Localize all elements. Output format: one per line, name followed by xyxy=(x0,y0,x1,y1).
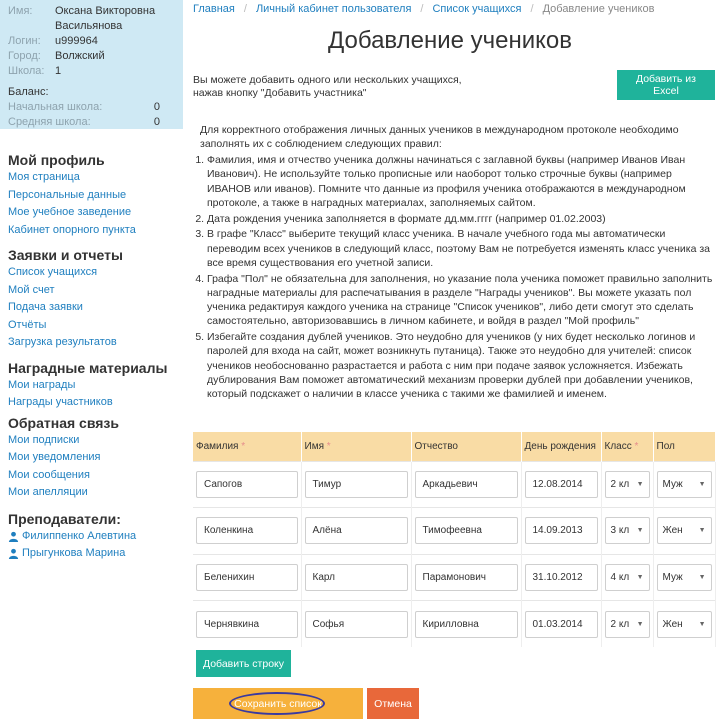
column-header-label: Пол xyxy=(656,440,675,452)
cancel-button[interactable]: Отмена xyxy=(367,688,419,719)
gender-select-value: Муж xyxy=(662,478,683,490)
sidebar-heading-feedback: Обратная связь xyxy=(8,414,119,431)
profile-login-value: u999964 xyxy=(55,35,98,47)
caret-down-icon: ▼ xyxy=(698,480,706,488)
caret-down-icon: ▼ xyxy=(698,620,706,628)
sidebar-heading-profile: Мой профиль xyxy=(8,152,105,168)
balance-title: Баланс: xyxy=(8,86,49,98)
gender-select-value: Жен xyxy=(662,618,683,630)
class-select-value: 2 кл xyxy=(610,478,630,490)
page-title: Добавление учеников xyxy=(328,27,573,54)
caret-down-icon: ▼ xyxy=(636,573,644,581)
profile-name-label: Имя: xyxy=(8,5,33,17)
sidebar-section-feedback xyxy=(0,414,183,502)
sidebar-item-appeals[interactable]: Мои апелляции xyxy=(8,486,88,498)
save-list-button[interactable]: Сохранить список xyxy=(193,688,363,719)
breadcrumb-cabinet[interactable]: Личный кабинет пользователя xyxy=(255,3,412,15)
sidebar-heading-awards: Наградные материалы xyxy=(8,359,168,376)
surname-input[interactable]: Сапогов xyxy=(196,471,298,498)
sidebar-item-my-school[interactable]: Мое учебное заведение xyxy=(8,206,132,218)
column-header-label: Имя xyxy=(304,440,324,452)
name-input[interactable]: Карл xyxy=(305,564,408,591)
patronymic-input[interactable]: Кирилловна xyxy=(415,611,518,638)
profile-login-row xyxy=(8,34,175,49)
breadcrumb-student-list[interactable]: Список учащихся xyxy=(432,3,522,15)
table-header-row xyxy=(193,432,715,461)
breadcrumb-separator: / xyxy=(420,3,424,15)
add-from-excel-button[interactable]: Добавить из Excel xyxy=(617,70,715,100)
column-header-label: Фамилия xyxy=(196,440,239,452)
sidebar-item-my-account[interactable]: Мой счет xyxy=(8,283,55,296)
rules-lead-text: Для корректного отображения личных данных учеников в международном протоколе необходимо заполнять их с соблюдением следующих правил: xyxy=(200,124,679,150)
patronymic-input[interactable]: Тимофеевна xyxy=(415,517,518,544)
breadcrumb xyxy=(193,2,654,16)
breadcrumb-current: Добавление учеников xyxy=(542,3,655,15)
rule-item: 4. Графа "Пол" не обязательна для заполнения, но указание пола ученика поможет правильно заполнить наградные материалы для распечатывания в разделе "Награды учеников". Вы можете указать пол ученика редактируя каждого ученика на странице "Список учеников", либо дети смогут это сделать самостоятельно, авторизовавшись в личном кабинете, и войдя в раздел "Мой профиль" xyxy=(207,272,715,329)
sidebar-heading-requests: Заявки и отчеты xyxy=(8,247,123,263)
breadcrumb-separator: / xyxy=(243,3,247,15)
sidebar-section-teachers xyxy=(0,510,183,562)
sidebar-item-participant-awards[interactable]: Награды участников xyxy=(8,396,113,408)
column-header-label: Отчество xyxy=(414,440,458,452)
gender-select[interactable] xyxy=(657,471,712,498)
profile-city-value: Волжский xyxy=(55,50,105,62)
sidebar-item-subscriptions[interactable]: Мои подписки xyxy=(8,433,80,446)
column-header-label: День рождения xyxy=(524,440,596,452)
profile-school-value: 1 xyxy=(55,65,62,77)
profile-name-value: Оксана Викторовна Васильянова xyxy=(55,5,156,32)
name-input[interactable]: Алёна xyxy=(305,517,408,544)
teacher-item[interactable] xyxy=(8,545,183,562)
caret-down-icon: ▼ xyxy=(636,620,644,628)
sidebar-item-student-list[interactable]: Список учащихся xyxy=(8,266,98,278)
teacher-link[interactable]: Прыгункова Марина xyxy=(22,546,126,559)
rule-item: 1. Фамилия, имя и отчество ученика должны начинаться с заглавной буквы (например Иванов Иван Иванович). Не используйте только прописные или наоборот только строчные буквы (например ИВАНОВ или иванов). Помните что данные из профиля ученика отображаются в международном протоколе, а также в наградных материалах, заполняемых сайтом. xyxy=(207,153,715,210)
birthday-input[interactable]: 01.03.2014 xyxy=(525,611,598,638)
caret-down-icon: ▼ xyxy=(698,527,706,535)
table-row xyxy=(193,601,715,648)
table-row xyxy=(193,508,715,555)
balance-row xyxy=(8,115,175,130)
name-input[interactable]: Софья xyxy=(305,611,408,638)
sidebar-item-my-page[interactable]: Моя страница xyxy=(8,171,80,183)
class-select[interactable] xyxy=(605,611,650,638)
profile-city-row xyxy=(8,49,175,64)
caret-down-icon: ▼ xyxy=(636,527,644,535)
profile-login-label: Логин: xyxy=(8,35,41,47)
sidebar-item-personal-data[interactable]: Персональные данные xyxy=(8,188,127,201)
sidebar-section-requests xyxy=(0,246,183,352)
sidebar-item-submit-request[interactable]: Подача заявки xyxy=(8,301,83,313)
rules-list xyxy=(193,153,715,403)
column-header-patronymic xyxy=(411,432,521,461)
teacher-item[interactable] xyxy=(8,528,183,545)
class-select-value: 4 кл xyxy=(610,571,630,583)
surname-input[interactable]: Коленкина xyxy=(196,517,298,544)
name-input[interactable]: Тимур xyxy=(305,471,408,498)
patronymic-input[interactable]: Аркадьевич xyxy=(415,471,518,498)
sidebar xyxy=(0,0,183,719)
breadcrumb-separator: / xyxy=(530,3,534,15)
balance-label: Средняя школа: xyxy=(8,116,91,128)
sidebar-item-reports[interactable]: Отчёты xyxy=(8,318,47,331)
sidebar-heading-teachers: Преподаватели: xyxy=(8,510,121,527)
sidebar-section-profile xyxy=(0,151,183,239)
sidebar-item-support-office[interactable]: Кабинет опорного пункта xyxy=(8,223,136,236)
caret-down-icon: ▼ xyxy=(636,480,644,488)
balance-row xyxy=(8,100,175,115)
class-select[interactable] xyxy=(605,471,650,498)
birthday-input[interactable]: 31.10.2012 xyxy=(525,564,598,591)
gender-select[interactable] xyxy=(657,611,712,638)
column-header-gender xyxy=(653,432,715,461)
required-mark: * xyxy=(326,440,331,452)
main-content xyxy=(183,0,717,719)
surname-input[interactable]: Чернявкина xyxy=(196,611,298,638)
class-select[interactable] xyxy=(605,564,650,591)
profile-school-label: Школа: xyxy=(8,65,45,77)
breadcrumb-home[interactable]: Главная xyxy=(193,3,235,15)
balance-label: Начальная школа: xyxy=(8,101,103,113)
table-row xyxy=(193,554,715,601)
patronymic-input[interactable]: Парамонович xyxy=(415,564,518,591)
surname-input[interactable]: Беленихин xyxy=(196,564,298,591)
sidebar-item-notifications[interactable]: Мои уведомления xyxy=(8,451,101,463)
balance-value: 0 xyxy=(153,116,160,128)
table-row xyxy=(193,461,715,508)
gender-select-value: Муж xyxy=(662,571,683,583)
profile-city-label: Город: xyxy=(8,50,41,62)
column-header-surname xyxy=(193,432,301,461)
profile-school-row xyxy=(8,64,175,79)
user-icon xyxy=(8,531,19,542)
column-header-label: Класс xyxy=(604,440,632,452)
birthday-input[interactable]: 14.09.2013 xyxy=(525,517,598,544)
gender-select-value: Жен xyxy=(662,525,683,537)
class-select-value: 2 кл xyxy=(610,618,630,630)
class-select[interactable] xyxy=(605,517,650,544)
students-table xyxy=(193,432,716,647)
caret-down-icon: ▼ xyxy=(698,573,706,581)
gender-select[interactable] xyxy=(657,564,712,591)
teacher-link[interactable]: Филиппенко Алевтина xyxy=(22,529,137,542)
required-mark: * xyxy=(634,440,639,452)
sidebar-item-upload-results[interactable]: Загрузка результатов xyxy=(8,336,117,348)
profile-box xyxy=(0,0,183,129)
birthday-input[interactable]: 12.08.2014 xyxy=(525,471,598,498)
required-mark: * xyxy=(241,440,246,452)
intro-text: Вы можете добавить одного или нескольких учащихся, нажав кнопку "Добавить участника" xyxy=(193,74,462,99)
column-header-birthday xyxy=(521,432,601,461)
sidebar-item-my-awards[interactable]: Мои награды xyxy=(8,378,76,391)
column-header-class xyxy=(601,432,653,461)
gender-select[interactable] xyxy=(657,517,712,544)
rule-item: 3. В графе "Класс" выберите текущий класс ученика. В начале учебного года мы автоматически переводим всех учеников в следующий класс, поэтому Вам не потребуется изменять класс ученика за все время существования его учетной записи. xyxy=(207,227,715,270)
rule-item: 5. Избегайте создания дублей учеников. Это неудобно для учеников (у них будет несколько логинов и паролей для входа на сайт, может возникнуть путаница). Также это неудобно для учителей: список учеников необоснованно разрастается и работа с ним при подаче заявок усложняется. Избежать дублирования Вам поможет автоматический механизм проверки дублей при добавлении учеников, который подскажет о наличии в классе ученика с такими же фамилией и именем. xyxy=(207,330,715,401)
sidebar-section-awards xyxy=(0,359,183,412)
sidebar-item-messages[interactable]: Мои сообщения xyxy=(8,468,90,481)
class-select-value: 3 кл xyxy=(610,525,630,537)
add-row-button[interactable]: Добавить строку xyxy=(196,650,291,677)
user-icon xyxy=(8,548,19,559)
column-header-name xyxy=(301,432,411,461)
balance-value: 0 xyxy=(153,101,160,113)
profile-name-row xyxy=(8,4,175,34)
rule-item: 2. Дата рождения ученика заполняется в формате дд.мм.гггг (например 01.02.2003) xyxy=(207,212,715,226)
